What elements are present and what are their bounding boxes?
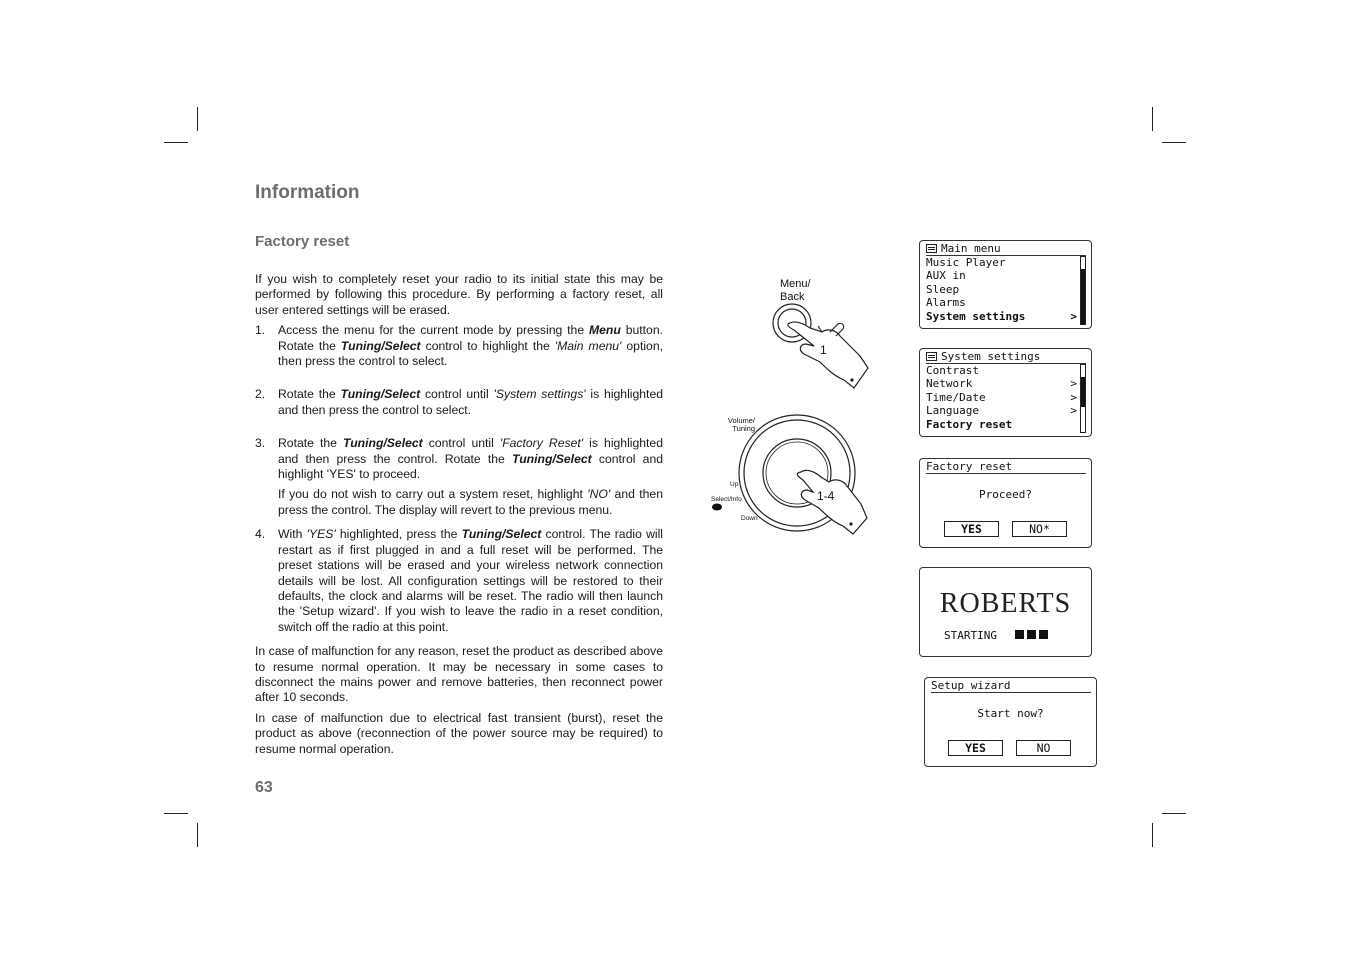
step-number: 3.	[255, 436, 266, 451]
no-button[interactable]: NO*	[1012, 521, 1067, 537]
select-info-label: Select/Info	[711, 496, 742, 503]
step-note: If you do not wish to carry out a system reset, highlight 'NO' and then press the control. The display will revert to the previous menu.	[278, 487, 663, 517]
up-label: Up	[730, 481, 739, 488]
menu-icon	[926, 244, 937, 253]
progress-block	[1027, 630, 1036, 639]
step-2	[255, 387, 663, 418]
screen-title: Main menu	[941, 241, 1001, 255]
section-title: Information	[255, 182, 360, 203]
screen-title: Setup wizard	[931, 678, 1011, 692]
screen-header	[926, 459, 1086, 474]
crop-mark	[197, 823, 198, 847]
menu-item[interactable]: Time/Date >	[926, 390, 1077, 404]
menu-item-selected[interactable]: System settings >	[926, 309, 1077, 323]
progress-indicator	[1015, 630, 1048, 639]
progress-block	[1015, 630, 1024, 639]
step-4	[255, 527, 663, 635]
screen-header	[931, 678, 1091, 693]
crop-mark	[164, 142, 188, 143]
yes-button[interactable]: YES	[944, 521, 999, 537]
step-number: 2.	[255, 387, 266, 402]
prompt-text: Proceed?	[979, 488, 1032, 501]
menu-item[interactable]: Network >	[926, 377, 1077, 391]
menu-item[interactable]: Sleep	[926, 282, 960, 296]
crop-mark	[1162, 142, 1186, 143]
scroll-thumb	[1081, 377, 1085, 406]
starting-screen	[919, 567, 1092, 657]
step-label-1: 1	[820, 343, 827, 357]
body-text	[255, 272, 663, 757]
brand-logo: ROBERTS	[939, 588, 1072, 619]
menu-item[interactable]: Language >	[926, 404, 1077, 418]
step-1	[255, 323, 663, 369]
intro-paragraph: If you wish to completely reset your radio to its initial state this may be performed by following this procedure. By performing a factory reset, all user entered settings will be erased.	[255, 272, 663, 317]
screen-title: Factory reset	[926, 459, 1013, 473]
step-text: With 'YES' highlighted, press the Tuning/Select control. The radio will restart as if first plugged in and a full reset will be performed. The preset stations will be erased and your wireless network connection details will be lost. All configuration settings will be restored to their defaults, the clock and alarms will be reset. The radio will then launch the 'Setup wizard'. If you wish to leave the radio in a reset condition, switch off the radio at this point.	[278, 527, 663, 634]
crop-mark	[1152, 107, 1153, 131]
screen-title: System settings	[941, 349, 1041, 363]
page-number: 63	[255, 779, 273, 796]
menu-item[interactable]: Alarms	[926, 296, 966, 310]
menu-item[interactable]: Music Player	[926, 256, 1006, 269]
crop-mark	[197, 107, 198, 131]
progress-block	[1039, 630, 1048, 639]
menu-item[interactable]: AUX in	[926, 269, 966, 283]
step-text: Access the menu for the current mode by pressing the Menu button. Rotate the Tuning/Select control to highlight the 'Main menu' option, then press the control to select.	[278, 323, 663, 369]
prompt-text: Start now?	[977, 707, 1044, 720]
scrollbar	[1080, 256, 1086, 325]
screen-header	[926, 241, 1086, 256]
hand-icon	[788, 322, 868, 388]
step-label-2: 1-4	[817, 489, 835, 503]
down-label: Down	[741, 515, 758, 522]
scrollbar	[1080, 364, 1086, 433]
menu-item-selected[interactable]: Factory reset	[926, 417, 1013, 431]
menu-icon	[926, 352, 937, 361]
step-number: 4.	[255, 527, 266, 542]
scroll-thumb	[1081, 269, 1085, 324]
step-text: Rotate the Tuning/Select control until 'System settings' is highlighted and then press the control to select.	[278, 387, 663, 417]
menu-back-label: Menu/ Back	[780, 278, 811, 303]
crop-mark	[1162, 813, 1186, 814]
crop-mark	[1152, 823, 1153, 847]
factory-reset-screen	[919, 458, 1092, 548]
volume-tuning-label: Volume/ Tuning	[727, 416, 755, 433]
main-menu-screen	[919, 240, 1092, 329]
sub-title: Factory reset	[255, 233, 350, 250]
screen-header	[926, 349, 1086, 364]
yes-button[interactable]: YES	[948, 740, 1003, 756]
status-text: STARTING	[944, 629, 997, 642]
tuning-knob-illustration	[705, 410, 875, 540]
no-button[interactable]: NO	[1016, 740, 1071, 756]
select-info-icon	[712, 504, 722, 511]
step-number: 1.	[255, 323, 266, 338]
system-settings-screen	[919, 348, 1092, 437]
malfunction-paragraph: In case of malfunction for any reason, reset the product as described above to resume normal operation. It may be necessary in some cases to disconnect the mains power and remove batteries, then reconnect power after 10 seconds.	[255, 644, 663, 705]
burst-paragraph: In case of malfunction due to electrical fast transient (burst), reset the product as above (reconnection of the power source may be required) to resume normal operation.	[255, 710, 663, 756]
step-3	[255, 436, 663, 518]
setup-wizard-screen	[924, 677, 1097, 767]
step-text: Rotate the Tuning/Select control until 'Factory Reset' is highlighted and then press the control. Rotate the Tuning/Select control and highlight 'YES' to proceed.	[278, 436, 663, 482]
crop-mark	[164, 813, 188, 814]
menu-item[interactable]: Contrast	[926, 364, 979, 377]
